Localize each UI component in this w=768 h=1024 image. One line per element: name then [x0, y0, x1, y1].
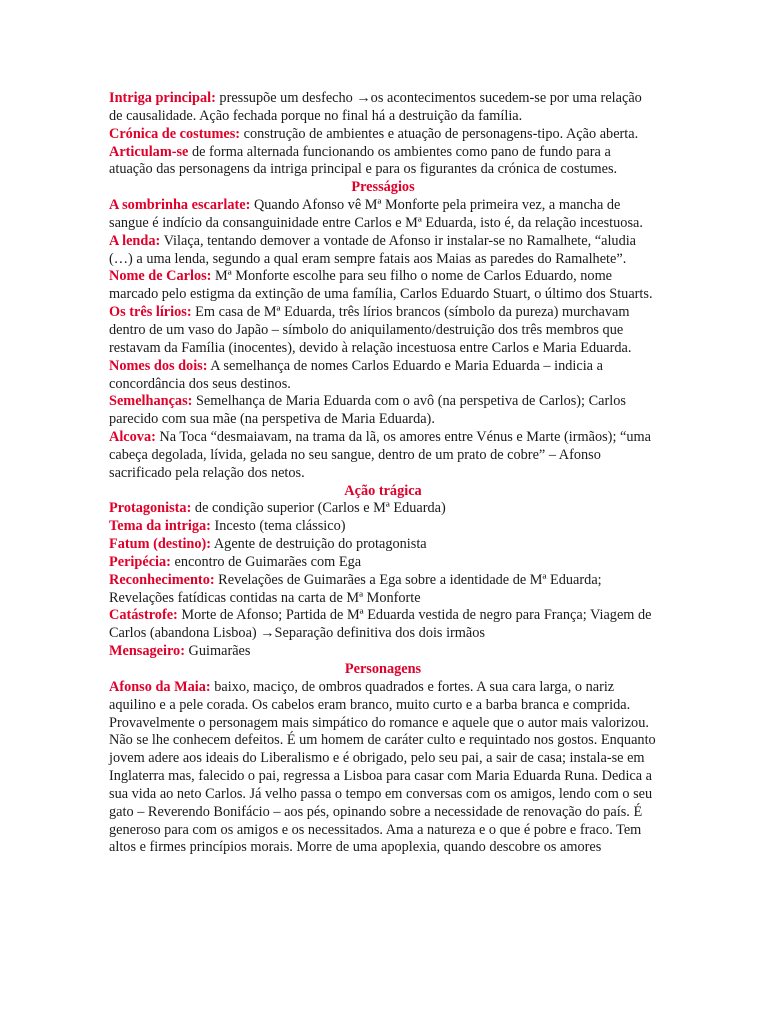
term-label: Nomes dos dois: [109, 357, 208, 374]
section-heading-acao-tragica: Ação trágica [344, 482, 422, 499]
term-label: Alcova: [109, 429, 156, 446]
term-text: Na Toca “desmaiavam, na trama da lã, os amores entre Vénus e Marte (irmãos); “uma cabeça degolada, lívida, gelada no seu sangue, dentro de um prato de cobre” – Afonso sacrificado pela relação dos netos. [109, 429, 651, 481]
list-item [109, 429, 657, 483]
intro-paragraph [109, 90, 657, 126]
term-text: Semelhança de Maria Eduarda com o avô (na perspetiva de Carlos); Carlos parecido com sua mãe (na perspetiva de Maria Eduarda). [109, 393, 626, 428]
term-text: de forma alternada funcionando os ambientes como pano de fundo para a atuação das personagens da intriga principal e para os figurantes da crónica de costumes. [109, 143, 618, 178]
intro-paragraph [109, 126, 657, 144]
term-label: Peripécia: [109, 553, 171, 570]
list-item [109, 358, 657, 394]
term-text: Agente de destruição do protagonista [211, 536, 427, 553]
list-item [109, 393, 657, 429]
term-text: pressupõe um desfecho →os acontecimentos sucedem-se por uma relação de causalidade. Ação fechada porque no final há a destruição da família. [109, 90, 642, 124]
section-heading-pressagios: Presságios [351, 179, 415, 196]
term-text: Vilaça, tentando demover a vontade de Afonso ir instalar-se no Ramalhete, “aludia (…) a uma lenda, segundo a qual eram sempre fatais aos Maias as paredes do Ramalhete”. [109, 232, 637, 267]
term-text: Guimarães [184, 643, 251, 660]
term-label: Semelhanças: [109, 393, 193, 410]
list-item [109, 268, 657, 304]
term-label: Mensageiro: [109, 643, 185, 660]
list-item [109, 607, 657, 643]
term-text: encontro de Guimarães com Ega [170, 553, 362, 570]
term-label: Fatum (destino): [109, 536, 212, 553]
list-item [109, 518, 657, 536]
term-label: Afonso da Maia: [109, 678, 211, 695]
term-label: Reconhecimento: [109, 571, 215, 588]
term-label: Intriga principal: [109, 90, 216, 106]
list-item [109, 536, 657, 554]
term-label: Articulam-se [109, 143, 189, 160]
term-label: A sombrinha escarlate: [109, 197, 251, 214]
term-label: Crónica de costumes: [109, 125, 241, 142]
list-item [109, 304, 657, 358]
document-page [109, 90, 657, 857]
term-label: A lenda: [109, 232, 161, 249]
list-item [109, 233, 657, 269]
term-text: Mª Monforte escolhe para seu filho o nome de Carlos Eduardo, nome marcado pelo estigma da extinção de uma família, Carlos Eduardo Stuart, o último dos Stuarts. [109, 268, 653, 303]
intro-paragraph [109, 144, 657, 180]
term-text: Quando Afonso vê Mª Monforte pela primeira vez, a mancha de sangue é indício da consanguinidade entre Carlos e Mª Eduarda, isto é, da relação incestuosa. [109, 197, 643, 231]
list-item [109, 554, 657, 572]
term-text: construção de ambientes e atuação de personagens-tipo. Ação aberta. [240, 125, 639, 142]
term-text: baixo, maciço, de ombros quadrados e fortes. A sua cara larga, o nariz aquilino e a pele corada. Os cabelos eram branco, muito curto e a barba branca e comprida. Provavelmente o personagem mais simpático do romance e aquele que o autor mais valorizou. Não se lhe conhecem defeitos. É um homem de caráter culto e requintado nos gostos. Enquanto jovem adere aos ideais do Liberalismo e é obrigado, pelo seu pai, a sair de casa; instala-se em Inglaterra mas, falecido o pai, regressa a Lisboa para casar com Maria Eduarda Runa. Dedica a sua vida ao neto Carlos. Já velho passa o tempo em conversas com os amigos, lendo com o seu gato – Reverendo Bonifácio – aos pés, opinando sobre a necessidade de renovação do país. É generoso para com os amigos e os necessitados. Ama a natureza e o que é pobre e fraco. Tem altos e firmes princípios morais. Morre de uma apoplexia, quando descobre os amores [109, 678, 656, 856]
term-text: de condição superior (Carlos e Mª Eduarda) [191, 500, 446, 517]
term-text: Morte de Afonso; Partida de Mª Eduarda vestida de negro para França; Viagem de Carlos (abandona Lisboa) →Separação definitiva dos dois irmãos [109, 607, 652, 642]
term-label: Tema da intriga: [109, 518, 211, 535]
section-heading-personagens: Personagens [344, 661, 422, 677]
list-item [109, 197, 657, 233]
term-label: Protagonista: [109, 500, 192, 517]
term-label: Os três lírios: [109, 304, 192, 321]
list-item [109, 679, 657, 857]
term-label: Catástrofe: [109, 607, 178, 624]
term-text: A semelhança de nomes Carlos Eduardo e Maria Eduarda – indicia a concordância dos seus destinos. [109, 357, 603, 392]
list-item [109, 500, 657, 518]
term-text: Em casa de Mª Eduarda, três lírios brancos (símbolo da pureza) murchavam dentro de um vaso do Japão – símbolo do aniquilamento/destruição dos três membros que restavam da Família (inocentes), devido à relação incestuosa entre Carlos e Maria Eduarda. [109, 304, 632, 356]
term-label: Nome de Carlos: [109, 268, 212, 285]
term-text: Incesto (tema clássico) [210, 518, 346, 535]
list-item [109, 643, 657, 661]
term-text: Revelações de Guimarães a Ega sobre a identidade de Mª Eduarda; Revelações fatídicas contidas na carta de Mª Monforte [109, 571, 602, 606]
list-item [109, 572, 657, 608]
